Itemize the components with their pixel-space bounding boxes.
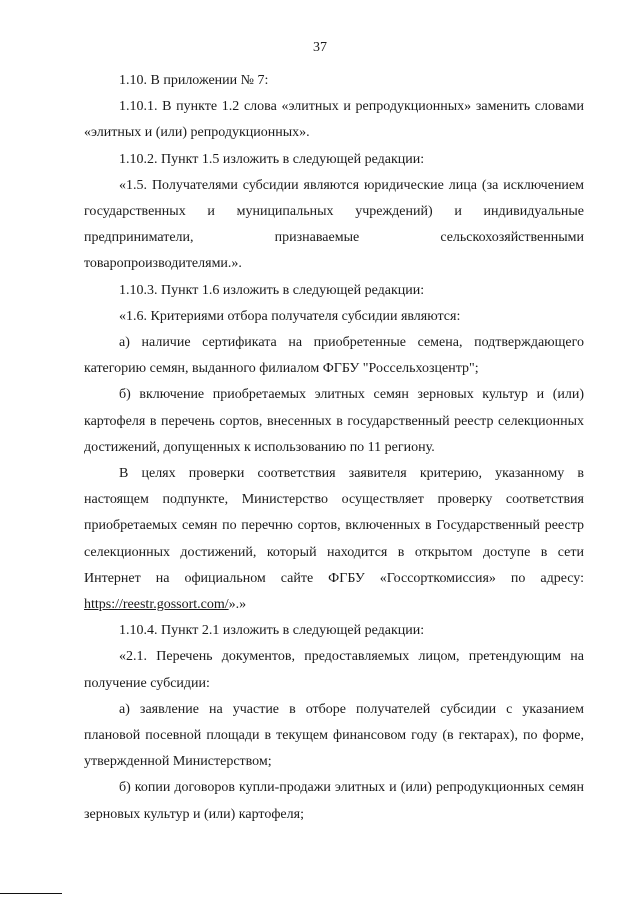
paragraph-text-end: ».» <box>228 597 247 613</box>
paragraph: а) заявление на участие в отборе получателей субсидии с указанием плановой посевной площади в текущем финансовом году (в гектарах), по форме, утвержденной Министерством; <box>84 701 584 770</box>
paragraph: 1.10.4. Пункт 2.1 изложить в следующей редакции: <box>119 623 425 639</box>
paragraph: 1.10.2. Пункт 1.5 изложить в следующей редакции: <box>119 151 425 167</box>
page-number: 37 <box>313 40 327 55</box>
paragraph: «1.6. Критериями отбора получателя субсидии являются: <box>119 308 461 324</box>
paragraph: а) наличие сертификата на приобретенные семена, подтверждающего категорию семян, выданного филиалом ФГБУ "Россельхозцентр"; <box>84 335 584 377</box>
paragraph: б) копии договоров купли-продажи элитных и (или) репродукционных семян зерновых культур и (или) картофеля; <box>84 780 584 822</box>
paragraph: «1.5. Получателями субсидии являются юридические лица (за исключением государственных и муниципальных учреждений) и индивидуальные предприниматели, признаваемые сельскохозяйственными товаропроизводителями.». <box>84 177 584 272</box>
footnote-rule <box>0 893 62 894</box>
document-body <box>84 68 584 828</box>
paragraph: 1.10.3. Пункт 1.6 изложить в следующей редакции: <box>119 282 425 298</box>
paragraph: б) включение приобретаемых элитных семян зерновых культур и (или) картофеля в перечень сортов, внесенных в государственный реестр селекционных достижений, допущенных к использованию по 11 региону. <box>84 387 584 455</box>
paragraph: «2.1. Перечень документов, предоставляемых лицом, претендующим на получение субсидии: <box>84 649 584 691</box>
paragraph-text: В целях проверки соответствия заявителя критерию, указанному в настоящем подпункте, Министерство осуществляет проверку соответствия приобретаемых семян по перечню сортов, включенных в Государственный реестр селекционных достижений, который находится в открытом доступе в сети Интернет на официальном сайте ФГБУ «Госсорткомиссия» по адресу: <box>84 466 584 586</box>
registry-link[interactable]: https://reestr.gossort.com/ <box>84 597 229 613</box>
paragraph: 1.10.1. В пункте 1.2 слова «элитных и репродукционных» заменить словами «элитных и (или) репродукционных». <box>84 99 584 141</box>
paragraph: 1.10. В приложении № 7: <box>119 73 269 88</box>
paragraph-verification <box>84 461 584 618</box>
